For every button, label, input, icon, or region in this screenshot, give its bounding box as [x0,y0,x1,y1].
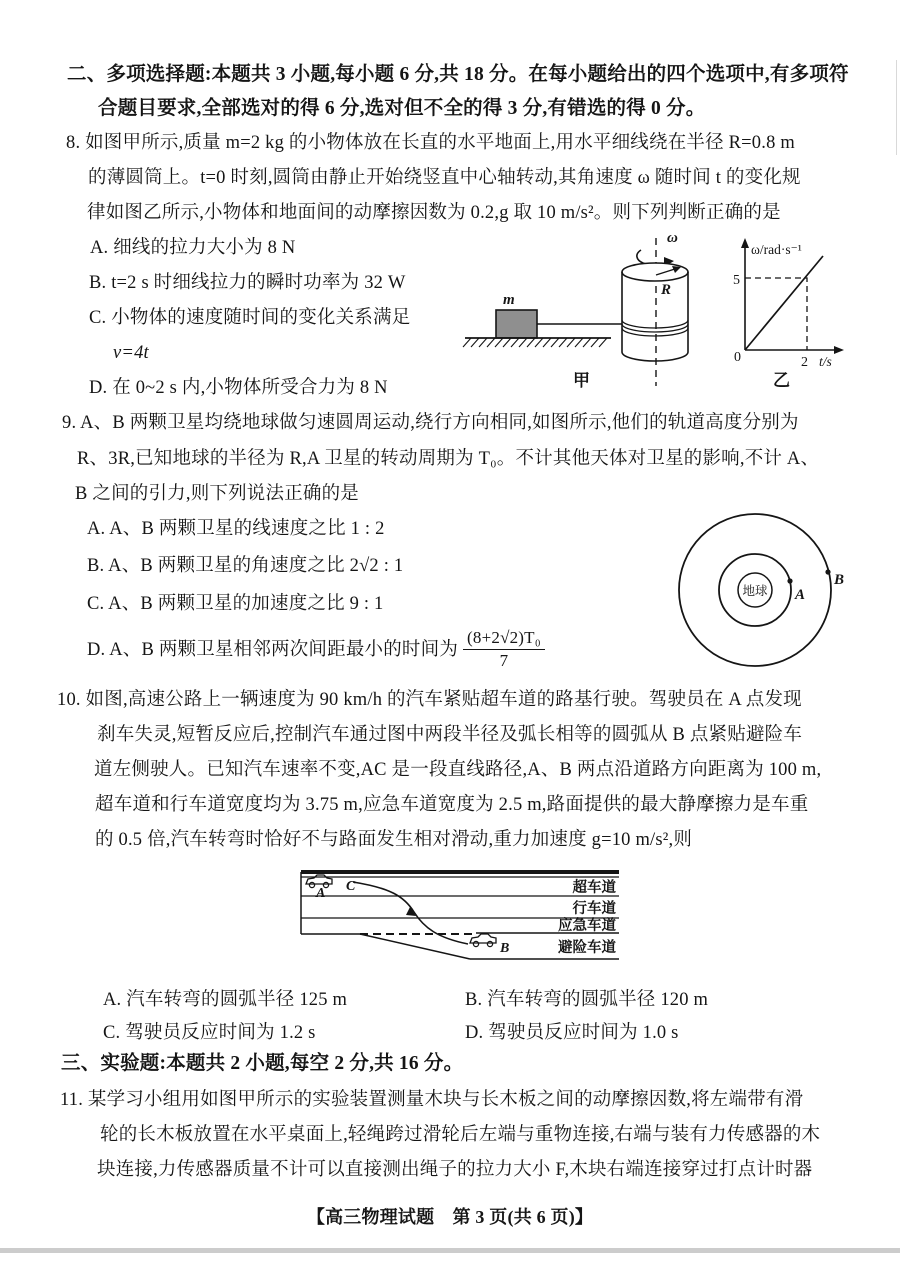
graph-x2-tick: 2 [801,355,808,370]
escape-lane-slope [360,934,470,959]
scan-bottom-edge [0,1248,900,1253]
graph-y5-tick: 5 [733,273,740,288]
mass-label: m [503,292,515,308]
q10-line3: 道左侧驶人。已知汽车速率不变,AC 是一段直线路径,A、B 两点沿道路方向距离为 100 m, [94,760,822,780]
q9-option-b: B. A、B 两颗卫星的角速度之比 2√2 : 1 [87,556,404,576]
fraction-denominator: 7 [499,651,509,670]
satellite-b-label: B [834,572,845,588]
scan-right-edge [896,60,897,155]
figure-jia-caption: 甲 [573,371,590,390]
q8-line3: 律如图乙所示,小物体和地面间的动摩擦因数为 0.2,g 取 10 m/s²。则下列判断正确的是 [87,203,781,223]
section2-heading-line1: 二、多项选择题:本题共 3 小题,每小题 6 分,共 18 分。在每小题给出的四个选项中,有多项符 [67,64,849,85]
satellite-b-dot [825,569,830,574]
point-b-label: B [500,941,510,956]
q8-line1: 8. 如图甲所示,质量 m=2 kg 的小物体放在长直的水平地面上,用水平细线绕在半径 R=0.8 m [66,133,795,153]
cylinder [622,263,688,361]
q8-option-b: B. t=2 s 时细线拉力的瞬时功率为 32 W [89,273,406,293]
omega-t-graph [733,238,844,390]
q10-line1: 10. 如图,高速公路上一辆速度为 90 km/h 的汽车紧贴超车道的路基行驶。驾驶员在 A 点发现 [57,690,802,710]
radius-label: R [661,282,672,298]
block-on-ground [463,292,622,347]
q11-line2: 轮的长木板放置在水平桌面上,轻绳跨过滑轮后左端与重物连接,右端与装有力传感器的木 [100,1125,821,1145]
q11-line3: 块连接,力传感器质量不计可以直接测出绳子的拉力大小 F,木块右端连接穿过打点计时器 [97,1160,813,1180]
point-c-label: C [346,879,356,894]
car-b-icon [470,934,496,947]
section2-heading-line2: 合题目要求,全部选对的得 6 分,选对但不全的得 3 分,有错选的得 0 分。 [98,98,706,119]
q8-option-c-formula: v=4t [113,343,149,363]
point-a-label: A [316,886,326,901]
omega-rotation-arrow-icon [637,230,678,267]
q10-line5: 的 0.5 倍,汽车转弯时恰好不与路面发生相对滑动,重力加速度 g=10 m/s²,则 [95,830,693,850]
figure-q8 [445,228,865,398]
q9-option-a: A. A、B 两颗卫星的线速度之比 1 : 2 [87,519,385,539]
q10-line4: 超车道和行车道宽度均为 3.75 m,应急车道宽度为 2.5 m,路面提供的最大静摩擦力是车重 [95,795,809,815]
q10-option-c: C. 驾驶员反应时间为 1.2 s [103,1023,316,1043]
figure-yi-caption: 乙 [773,371,790,390]
q8-option-c: C. 小物体的速度随时间的变化关系满足 [89,308,411,328]
fraction-numerator: (8+2√2)T₀ [463,628,545,650]
graph-x-axis-label: t/s [819,354,832,369]
q10-option-d: D. 驾驶员反应时间为 1.0 s [465,1023,679,1043]
omega-label: ω [667,230,678,246]
satellite-a-dot [787,578,792,583]
q8-line2: 的薄圆筒上。t=0 时刻,圆筒由静止开始绕竖直中心轴转动,其角速度 ω 随时间 t 的变化规 [88,168,801,188]
lane-label-driving: 行车道 [572,901,616,917]
q10-option-a: A. 汽车转弯的圆弧半径 125 m [103,990,348,1010]
lane-label-overtaking: 超车道 [572,880,616,896]
lane-label-escape: 避险车道 [558,940,616,956]
q10-line2: 刹车失灵,短暂反应后,控制汽车通过图中两段半径及弧长相等的圆弧从 B 点紧贴避险车 [97,725,803,745]
q9-line2: R、3R,已知地球的半径为 R,A 卫星的转动周期为 T₀。不计其他天体对卫星的影响,不计 A、 [77,449,820,469]
lane-label-emergency: 应急车道 [558,918,616,934]
q9-option-d [87,628,545,671]
q9-option-c: C. A、B 两颗卫星的加速度之比 9 : 1 [87,594,384,614]
satellite-a-label: A [795,587,806,603]
q10-option-b: B. 汽车转弯的圆弧半径 120 m [465,990,709,1010]
section3-heading: 三、实验题:本题共 2 小题,每空 2 分,共 16 分。 [61,1053,464,1074]
q8-option-a: A. 细线的拉力大小为 8 N [90,238,296,258]
ground-hatching [463,338,607,347]
page-footer: 【高三物理试题 第 3 页(共 6 页)】 [306,1207,594,1227]
q11-line1: 11. 某学习小组用如图甲所示的实验装置测量木块与长木板之间的动摩擦因数,将左端带有滑 [60,1090,804,1110]
q9-line3: B 之间的引力,则下列说法正确的是 [75,484,359,504]
figure-q9-orbits [668,502,868,687]
q9-line1: 9. A、B 两颗卫星均绕地球做匀速圆周运动,绕行方向相同,如图所示,他们的轨道高度分别为 [62,413,799,433]
graph-y-axis-label: ω/rad·s⁻¹ [751,242,802,257]
q8-option-d: D. 在 0~2 s 内,小物体所受合力为 8 N [89,378,388,398]
graph-origin: 0 [734,350,741,365]
q9-option-d-text: D. A、B 两颗卫星相邻两次间距最小的时间为 [87,639,459,660]
figure-q10-road [298,866,628,974]
earth-label: 地球 [742,584,768,598]
q9-option-d-fraction [463,628,545,671]
